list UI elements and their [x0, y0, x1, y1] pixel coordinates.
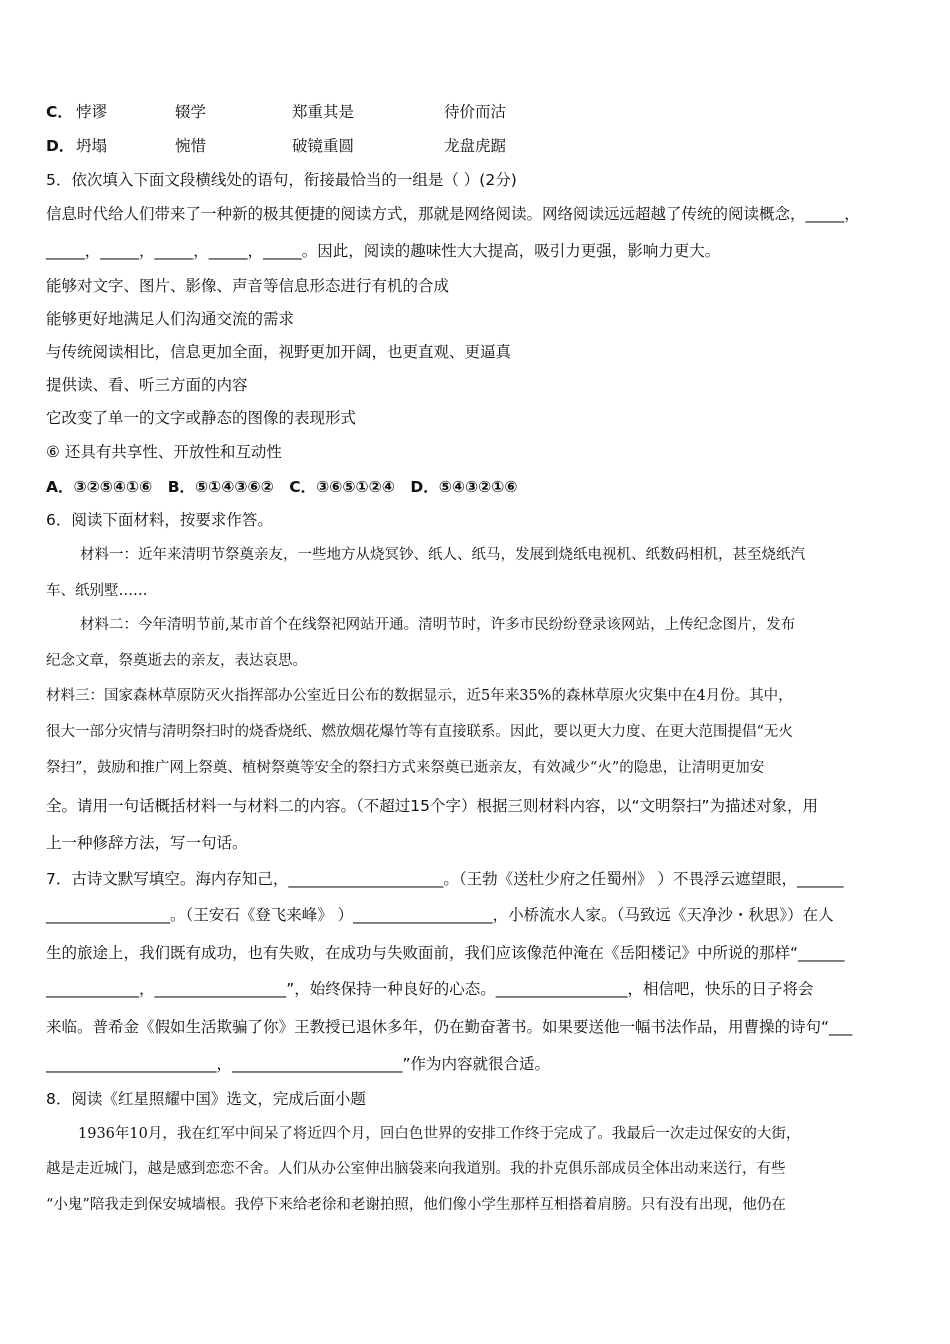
q8-passage-line: “小鬼”陪我走到保安城墙根。我停下来给老徐和老谢拍照，他们像小学生那样互相搭着肩膀。只有没有出现，他仍在: [46, 1197, 786, 1213]
q6-material-2-cont: 纪念文章，祭奠逝去的亲友，表达哀思。: [46, 653, 307, 669]
q5-stem: 5．依次填入下面文段横线处的语句，衔接最恰当的一组是（ ）(2分): [46, 171, 517, 189]
q7-line: 生的旅途上，我们既有成功，也有失败，在成功与失败面前，我们应该像范仲淹在《岳阳楼记》中所说的那样“______: [46, 944, 845, 962]
q5-option-sentence: 提供读、看、听三方面的内容: [46, 376, 248, 394]
q6-task: 全。请用一句话概括材料一与材料二的内容。（不超过15个字）根据三则材料内容，以“文明祭扫”为描述对象，用: [46, 797, 819, 815]
q8-passage-line: 1936年10月，我在红军中间呆了将近四个月，回白色世界的安排工作终于完成了。我最后一次走过保安的大街，: [78, 1126, 801, 1142]
q5-passage-line: _____，_____，_____，_____，_____。因此，阅读的趣味性大大提高，吸引力更强，影响力更大。: [46, 242, 721, 260]
q7-line: ________________。（王安石《登飞来峰》 ）__________________，小桥流水人家。（马致远《天净沙・秋思》）在人: [46, 906, 834, 924]
q6-material-2: 材料二：今年清明节前,某市首个在线祭祀网站开通。清明节时，许多市民纷纷登录该网站，上传纪念图片，发布: [80, 617, 796, 633]
q7-line: ______________________，______________________”作为内容就很合适。: [46, 1055, 551, 1073]
q6-material-3: 材料三：国家森林草原防灭火指挥部办公室近日公布的数据显示，近5年来35%的森林草原火灾集中在4月份。其中，: [46, 688, 793, 704]
q6-stem: 6．阅读下面材料，按要求作答。: [46, 511, 273, 529]
q4-option-c-label: C．: [46, 103, 73, 121]
q8-passage-line: 越是走近城门，越是感到恋恋不舍。人们从办公室伸出脑袋来向我道别。我的扑克俱乐部成员全体出动来送行，有些: [46, 1161, 786, 1177]
q4-option-d-word: 破镜重圆: [292, 137, 355, 155]
q8-stem: 8．阅读《红星照耀中国》选文，完成后面小题: [46, 1090, 366, 1108]
q5-option-sentence: 它改变了单一的文字或静态的图像的表现形式: [46, 409, 357, 427]
q4-option-d-word: 惋惜: [175, 137, 207, 155]
q4-option-d-row: [46, 135, 906, 157]
q6-task-cont: 上一种修辞方法，写一句话。: [46, 834, 248, 852]
q5-option-sentence: ⑥ 还具有共享性、开放性和互动性: [46, 443, 282, 461]
q7-line: ____________，_________________”，始终保持一种良好的心态。_________________，相信吧，快乐的日子将会: [46, 980, 814, 998]
q6-material-3-cont: 祭扫”，鼓励和推广网上祭奠、植树祭奠等安全的祭扫方式来祭奠已逝亲友，有效减少“火”的隐患，让清明更加安: [46, 760, 765, 776]
q5-passage-line: 信息时代给人们带来了一种新的极其便捷的阅读方式，那就是网络阅读。网络阅读远远超越了传统的阅读概念，_____，: [46, 205, 860, 223]
q7-line: 7．古诗文默写填空。海内存知己，____________________。（王勃《送杜少府之任蜀州》 ）不畏浮云遮望眼，______: [46, 870, 844, 888]
q4-option-d-label: D．: [46, 137, 75, 155]
q5-answer-choices: A．③②⑤④①⑥ B．⑤①④③⑥② C．③⑥⑤①②④ D．⑤④③②①⑥: [46, 478, 518, 496]
q6-material-3-cont: 很大一部分灾情与清明祭扫时的烧香烧纸、燃放烟花爆竹等有直接联系。因此，要以更大力度、在更大范围提倡“无火: [46, 724, 793, 740]
q7-line: 来临。普希金《假如生活欺骗了你》王教授已退休多年，仍在勤奋著书。如果要送他一幅书法作品，用曹操的诗句“___: [46, 1018, 853, 1036]
q5-option-sentence: 能够更好地满足人们沟通交流的需求: [46, 310, 295, 328]
q4-option-c-word: 悖谬: [76, 103, 108, 121]
q6-material-1-cont: 车、纸别墅……: [46, 583, 148, 599]
q6-material-1: 材料一：近年来清明节祭奠亲友，一些地方从烧冥钞、纸人、纸马，发展到烧纸电视机、纸数码相机，甚至烧纸汽: [80, 547, 805, 563]
q5-option-sentence: 与传统阅读相比，信息更加全面，视野更加开阔，也更直观、更逼真: [46, 343, 512, 361]
q4-option-c-word: 郑重其是: [292, 103, 355, 121]
q4-option-c-row: [46, 101, 906, 123]
q4-option-d-word: 坍塌: [76, 137, 108, 155]
q4-option-c-word: 辍学: [175, 103, 207, 121]
q5-option-sentence: 能够对文字、图片、影像、声音等信息形态进行有机的合成: [46, 277, 450, 295]
q4-option-d-word: 龙盘虎踞: [444, 137, 507, 155]
q4-option-c-word: 待价而沽: [444, 103, 507, 121]
